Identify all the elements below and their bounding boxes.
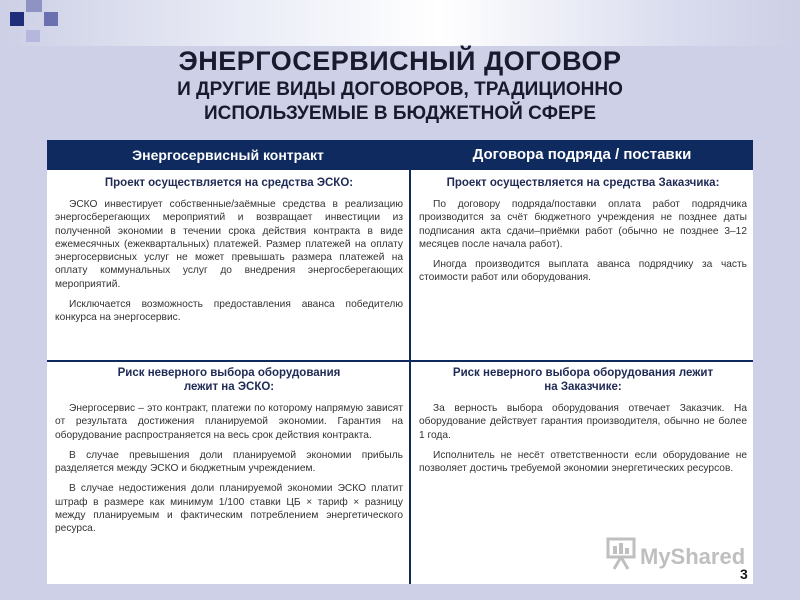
cell-paragraph: ЭСКО инвестирует собственные/заёмные средства в реализацию энергосберегающих мероприятий и возвращает инвестиции из полученной экономии в течении срока действия контракта в виде ежемесячных (ежеквартальных) платежей. Размер платежей на оплату энергосервисных услуг не может превышать размера платежей на оплату коммунальных услуг до внедрения энергосберегающих мероприятий. [55,199,403,290]
decorative-square [26,30,40,42]
cell-heading-line1: Риск неверного выбора оборудования [117,367,341,379]
cell-heading: Проект осуществляется на средства ЭСКО: [104,177,354,189]
cell-paragraph: За верность выбора оборудования отвечает Заказчик. На оборудование действует гарантия производителя, обычно не более 1 года. [419,403,747,441]
cell-heading-line2: лежит на ЭСКО: [183,381,275,393]
column-header-energy-service: Энергосервисный контракт [132,147,324,163]
cell-heading-line1: Риск неверного выбора оборудования лежит [452,367,714,379]
cell-heading [55,366,403,394]
cell-paragraph: Иногда производится выплата аванса подрядчику за часть стоимости работ или оборудования. [419,259,747,284]
cell-paragraph: Энергосервис – это контракт, платежи по которому напрямую зависят от результата достижения планируемой экономии. Гарантия на оборудование распространяется на весь срок действия контракта. [55,403,403,441]
cell-risk-esco [55,366,403,543]
cell-paragraph: В случае недостижения доли планируемой экономии ЭСКО платит штраф в размере как минимум 1/100 ставки ЦБ × тариф × разницу между планируемым и фактическим потреблением энергетического ресурса. [55,483,403,535]
slide-title-block [60,44,740,126]
cell-financing-customer [419,176,747,292]
presentation-board-icon [606,537,636,576]
comparison-table [47,140,753,584]
slide-subtitle-line2: ИСПОЛЬЗУЕМЫЕ В БЮДЖЕТНОЙ СФЕРЕ [203,103,597,124]
decorative-square [26,0,42,12]
row-divider [47,360,753,362]
page-number: 3 [740,566,748,582]
slide-title: ЭНЕРГОСЕРВИСНЫЙ ДОГОВОР [178,46,622,76]
decorative-top-bar [0,0,800,46]
cell-paragraph: Исполнитель не несёт ответственности если оборудование не позволяет достичь требуемой экономии энергетических ресурсов. [419,449,747,475]
cell-risk-customer [419,366,747,482]
column-header-contract-supply: Договора подряда / поставки [472,146,692,163]
decorative-square [44,12,58,26]
cell-financing-esco [55,176,403,332]
column-divider [409,140,411,584]
cell-paragraph: Исключается возможность предоставления аванса победителю конкурса на энергосервис. [55,299,403,324]
watermark [606,537,745,576]
cell-heading [419,366,747,394]
cell-heading: Проект осуществляется на средства Заказчика: [446,177,720,189]
cell-heading-line2: на Заказчике: [544,381,622,393]
decorative-square [10,12,24,26]
watermark-text: MyShared [640,543,746,569]
slide-subtitle-line1: И ДРУГИЕ ВИДЫ ДОГОВОРОВ, ТРАДИЦИОННО [177,79,623,100]
cell-paragraph: По договору подряда/поставки оплата работ подрядчика производится за счёт бюджетного учреждения не позднее даты подписания акта сдачи–приёмки работ (обычно не позднее 3–12 месяцев после начала работ). [419,199,747,250]
table-header-row [47,140,753,170]
cell-paragraph: В случае превышения доли планируемой экономии прибыль разделяется между ЭСКО и бюджетным учреждением. [55,449,403,475]
